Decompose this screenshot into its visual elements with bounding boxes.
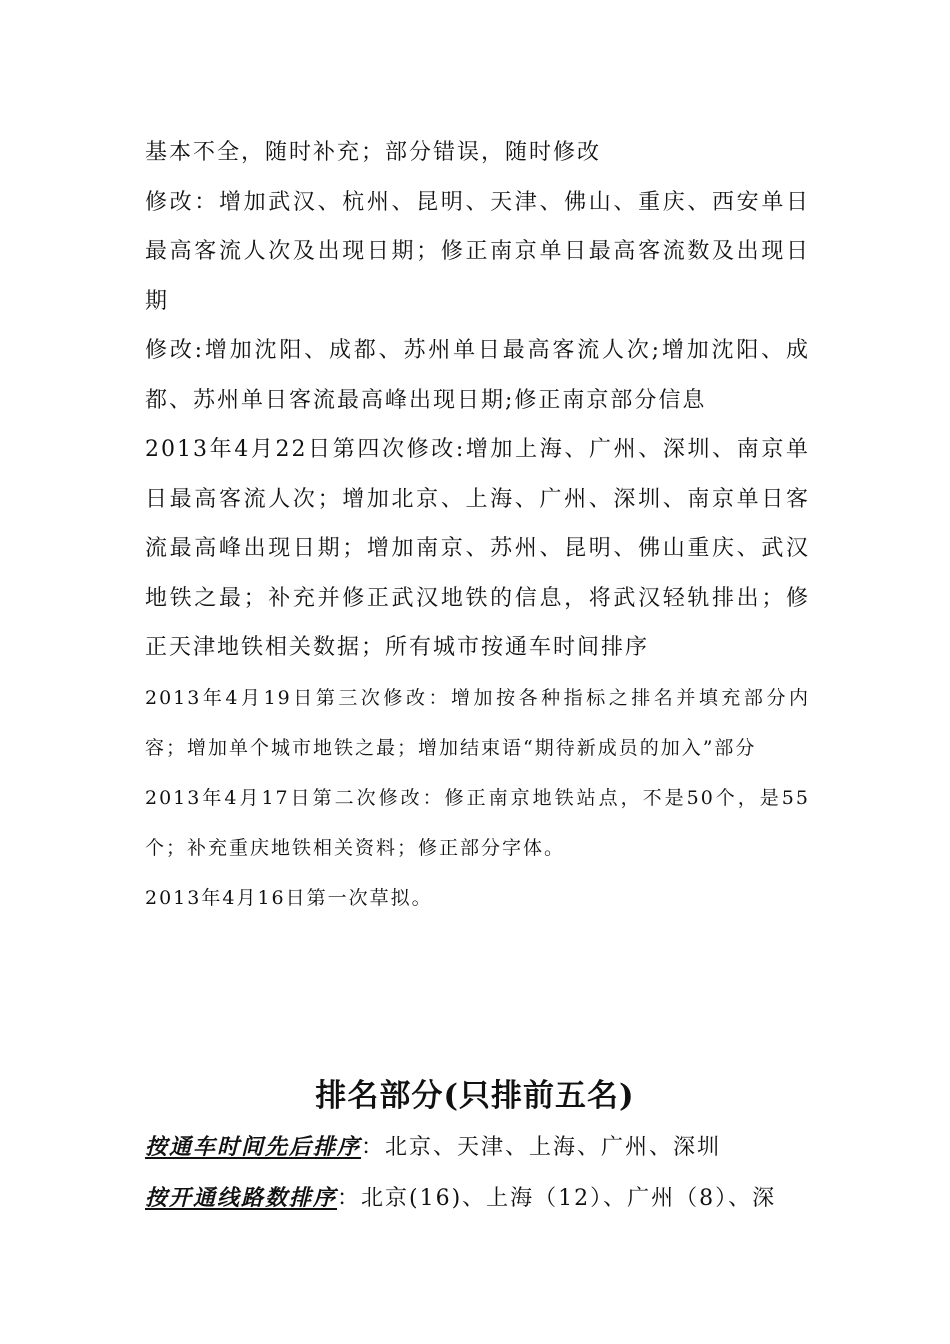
ranking-list (145, 1122, 810, 1224)
intro-note: 基本不全，随时补充；部分错误，随时修改 (145, 140, 602, 165)
rank-value-line-count: ：北京(16)、上海（12）、广州（8）、深 (337, 1186, 777, 1211)
revision-note-1: 2013年4月16日第一次草拟。 (145, 886, 433, 909)
revision-note-4: 2013年4月22日第四次修改:增加上海、广州、深圳、南京单日最高客流人次；增加北京、上海、广州、深圳、南京单日客流最高峰出现日期；增加南京、苏州、昆明、佛山重庆、武汉地铁之最；补充并修正武汉地铁的信息，将武汉轻轨排出；修正天津地铁相关数据；所有城市按通车时间排序 (145, 437, 810, 660)
rank-label-opening-time: 按通车时间先后排序 (145, 1134, 362, 1160)
revision-note-2: 2013年4月17日第二次修改：修正南京地铁站点，不是50个，是55个；补充重庆地铁相关资料；修正部分字体。 (145, 786, 810, 859)
revision-note-b: 修改:增加沈阳、成都、苏州单日最高客流人次;增加沈阳、成都、苏州单日客流最高峰出现日期;修正南京部分信息 (145, 338, 810, 413)
rank-by-line-count (145, 1173, 810, 1224)
ranking-section-title: 排名部分(只排前五名) (315, 1078, 635, 1114)
rank-by-opening-time (145, 1122, 810, 1173)
rank-label-line-count: 按开通线路数排序 (145, 1185, 338, 1211)
rank-value-opening-time: ：北京、天津、上海、广州、深圳 (361, 1135, 722, 1160)
revision-note-a: 修改：增加武汉、杭州、昆明、天津、佛山、重庆、西安单日最高客流人次及出现日期；修正南京单日最高客流数及出现日期 (145, 189, 810, 314)
revision-notes (145, 128, 810, 923)
revision-note-3: 2013年4月19日第三次修改：增加按各种指标之排名并填充部分内容；增加单个城市地铁之最；增加结束语“期待新成员的加入”部分 (145, 686, 810, 759)
